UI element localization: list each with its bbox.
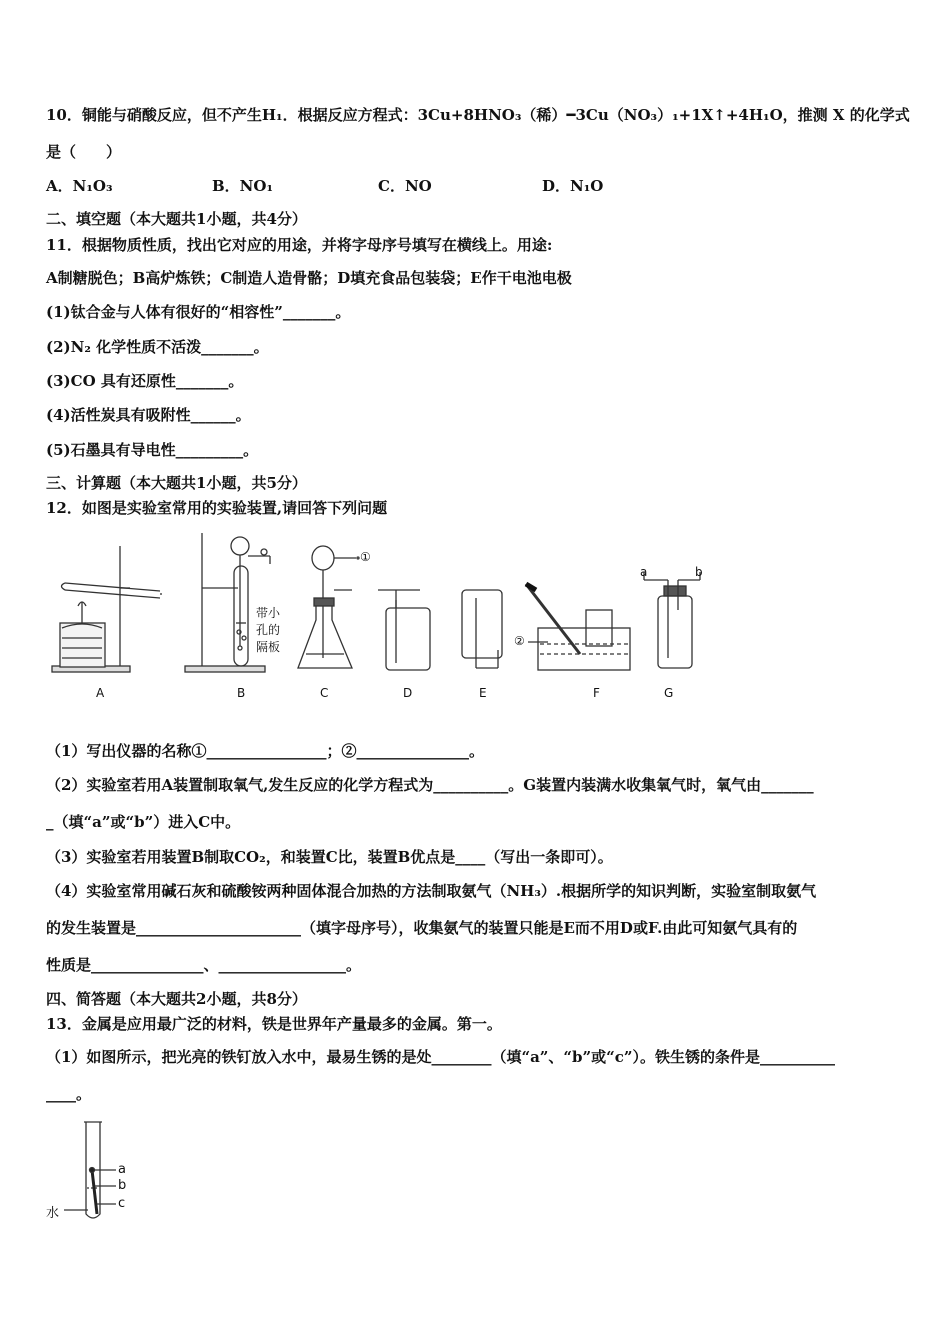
apparatus-g xyxy=(644,572,700,668)
q12-part4-line3: 性质是_______________、_________________。 xyxy=(46,956,362,974)
q11-item-4: (4)活性炭具有吸附性______。 xyxy=(46,406,251,424)
figure-label-b: B xyxy=(237,686,246,700)
tube-label-c: c xyxy=(118,1196,126,1211)
q10-option-a: A．N₁O₃ xyxy=(46,177,113,195)
section4-heading: 四、简答题（本大题共2小题，共8分） xyxy=(46,990,307,1008)
apparatus-figure xyxy=(40,528,720,706)
q11-item-5: (5)石墨具有导电性_________。 xyxy=(46,441,259,459)
q10-line1: 10．铜能与硝酸反应，但不产生H₁．根据反应方程式：3Cu+8HNO₃（稀）━3Cu（NO₃）₁+1X↑+4H₁O，推测 X 的化学式 xyxy=(46,106,910,124)
b-note-line1: 带小 xyxy=(256,606,281,620)
q13-part1-line1: （1）如图所示，把光亮的铁钉放入水中，最易生锈的是处________（填“a”、“b”或“c”）。铁生锈的条件是__________ xyxy=(46,1048,836,1066)
q10-option-b: B．NO₁ xyxy=(212,177,274,195)
q12-part2-line1: （2）实验室若用A装置制取氧气,发生反应的化学方程式为__________。G装置内装满水收集氧气时，氧气由_______ xyxy=(46,776,814,794)
tube-label-water: 水 xyxy=(46,1206,60,1221)
q10-option-c: C．NO xyxy=(378,177,432,195)
apparatus-d xyxy=(378,590,430,670)
figure-label-f: F xyxy=(593,686,600,700)
apparatus-f xyxy=(526,584,630,670)
q10-option-d: D．N₁O xyxy=(542,177,604,195)
apparatus-c xyxy=(298,546,359,668)
port-label-b: b xyxy=(695,565,703,579)
section2-heading: 二、填空题（本大题共1小题，共4分） xyxy=(46,210,307,228)
figure-label-a: A xyxy=(96,686,105,700)
q13-part1-line2: ____。 xyxy=(46,1085,92,1103)
q11-item-3: (3)CO 具有还原性_______。 xyxy=(46,372,244,390)
figure-label-e: E xyxy=(479,686,487,700)
q12-part4-line1: （4）实验室常用碱石灰和硫酸铵两种固体混合加热的方法制取氨气（NH₃）.根据所学的知识判断，实验室制取氨气 xyxy=(46,882,817,900)
q12-part1: （1）写出仪器的名称①________________；②_______________。 xyxy=(46,742,484,760)
q12-part2-line2: _（填“a”或“b”）进入C中。 xyxy=(46,813,241,831)
tube-label-b: b xyxy=(118,1178,127,1193)
section3-heading: 三、计算题（本大题共1小题，共5分） xyxy=(46,474,307,492)
figure-label-c: C xyxy=(320,686,329,700)
figure-label-g: G xyxy=(664,686,674,700)
apparatus-a xyxy=(52,546,162,672)
q11-item-1: (1)钛合金与人体有很好的“相容性”_______。 xyxy=(46,303,351,321)
test-tube-figure xyxy=(44,1118,144,1228)
q11-item-2: (2)N₂ 化学性质不活泼_______。 xyxy=(46,338,269,356)
q12-part4-line2: 的发生装置是______________________（填字母序号），收集氨气的装置只能是E而不用D或F.由此可知氨气具有的 xyxy=(46,919,798,937)
figure-label-d: D xyxy=(403,686,413,700)
b-note-line2: 孔的 xyxy=(256,623,281,637)
tube-label-a: a xyxy=(118,1162,126,1177)
apparatus-e xyxy=(462,590,502,668)
q11-uses: A制糖脱色；B高炉炼铁；C制造人造骨骼；D填充食品包装袋；E作干电池电极 xyxy=(46,269,572,287)
circle-label-2: ② xyxy=(514,634,525,648)
b-note-line3: 隔板 xyxy=(256,640,281,654)
port-label-a: a xyxy=(640,565,648,579)
circle-label-1: ① xyxy=(360,550,371,564)
q11-stem: 11．根据物质性质，找出它对应的用途，并将字母序号填写在横线上。用途: xyxy=(46,236,553,254)
q13-stem: 13．金属是应用最广泛的材料，铁是世界年产量最多的金属。第一。 xyxy=(46,1015,502,1033)
q12-part3: （3）实验室若用装置B制取CO₂，和装置C比，装置B优点是____（写出一条即可）。 xyxy=(46,848,613,866)
q10-line2: 是（ ） xyxy=(46,143,122,161)
q12-stem: 12．如图是实验室常用的实验装置,请回答下列问题 xyxy=(46,499,388,517)
